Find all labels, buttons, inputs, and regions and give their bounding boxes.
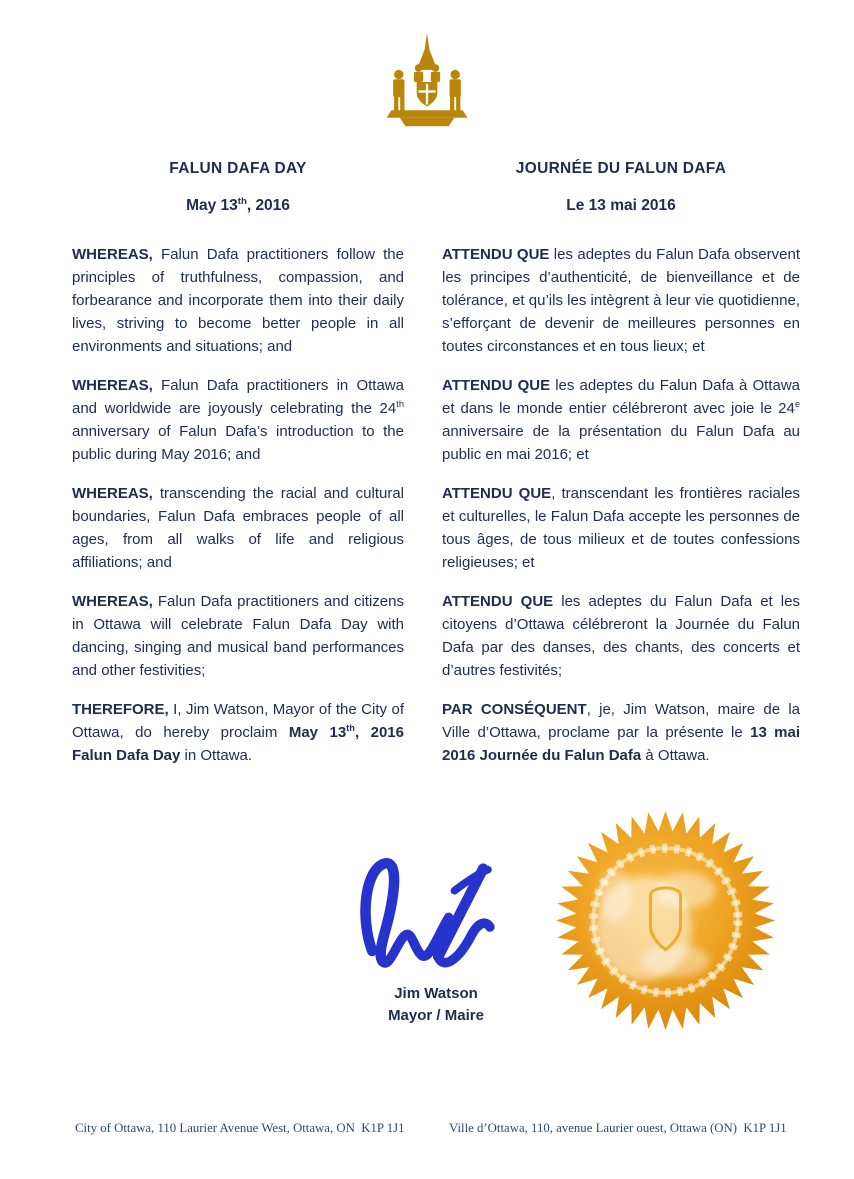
whereas-paragraph-4: WHEREAS, Falun Dafa practitioners and citizens in Ottawa will celebrate Falun Dafa Day with dancing, singing and musical band performances and other festivities; [72,593,404,679]
title-english: FALUN DAFA DAY [169,160,307,177]
par-consequent-paragraph: PAR CONSÉQUENT, je, Jim Watson, maire de la Ville d’Ottawa, proclame par la présente le 13 mai 2016 Journée du Falun Dafa à Ottawa. [442,701,801,764]
footer-address-english: City of Ottawa, 110 Laurier Avenue West, Ottawa, ON K1P 1J1 [75,1121,405,1135]
date-french: Le 13 mai 2016 [566,197,676,214]
attendu-paragraph-2: ATTENDU QUE les adeptes du Falun Dafa à Ottawa et dans le monde entier célébreront avec joie le 24e anniversaire de la présentation du Falun Dafa au public en mai 2016; et [442,377,800,463]
whereas-paragraph-1: WHEREAS, Falun Dafa practitioners follow the principles of truthfulness, compassion, and forbearance and incorporate them into their daily lives, striving to become better people in all environments and situations; and [72,246,404,355]
french-column [442,160,800,767]
gold-foil-seal-icon [555,810,776,1031]
signatory-block [348,983,524,1027]
ottawa-coat-of-arms-icon [380,30,474,136]
attendu-paragraph-3: ATTENDU QUE, transcendant les frontières raciales et culturelles, le Falun Dafa accepte les personnes de tous âges, de tous milieux et de toutes confessions religieuses; et [442,485,800,571]
attendu-paragraph-4: ATTENDU QUE les adeptes du Falun Dafa et les citoyens d’Ottawa célébreront la Journée du Falun Dafa par des danses, des chants, des concerts et d’autres festivités; [442,593,800,679]
date-english: May 13th, 2016 [186,195,290,214]
whereas-paragraph-3: WHEREAS, transcending the racial and cultural boundaries, Falun Dafa embraces people of all ages, from all walks of life and religious affiliations; and [72,485,404,571]
footer [0,1121,854,1143]
mayor-signature-icon [340,838,500,972]
attendu-paragraph-1: ATTENDU QUE les adeptes du Falun Dafa observent les principes d’authenticité, de bienveillance et de tolérance, et qu’ils les intègrent à leur vie quotidienne, s’efforçant de devenir de meilleures personnes en toutes circonstances et en tous lieux; et [442,246,800,355]
footer-address-french: Ville d’Ottawa, 110, avenue Laurier ouest, Ottawa (ON) K1P 1J1 [449,1121,787,1135]
whereas-paragraph-2: WHEREAS, Falun Dafa practitioners in Ottawa and worldwide are joyously celebrating the 24th anniversary of Falun Dafa’s introduction to the public during May 2016; and [72,377,404,463]
title-french: JOURNÉE DU FALUN DAFA [515,160,727,177]
therefore-paragraph: THEREFORE, I, Jim Watson, Mayor of the City of Ottawa, do hereby proclaim May 13th, 2016 Falun Dafa Day in Ottawa. [72,701,404,764]
signatory-role: Mayor / Maire [388,1007,484,1024]
proclamation-columns [72,160,800,767]
signatory-name: Jim Watson [394,985,478,1002]
english-column [72,160,404,767]
